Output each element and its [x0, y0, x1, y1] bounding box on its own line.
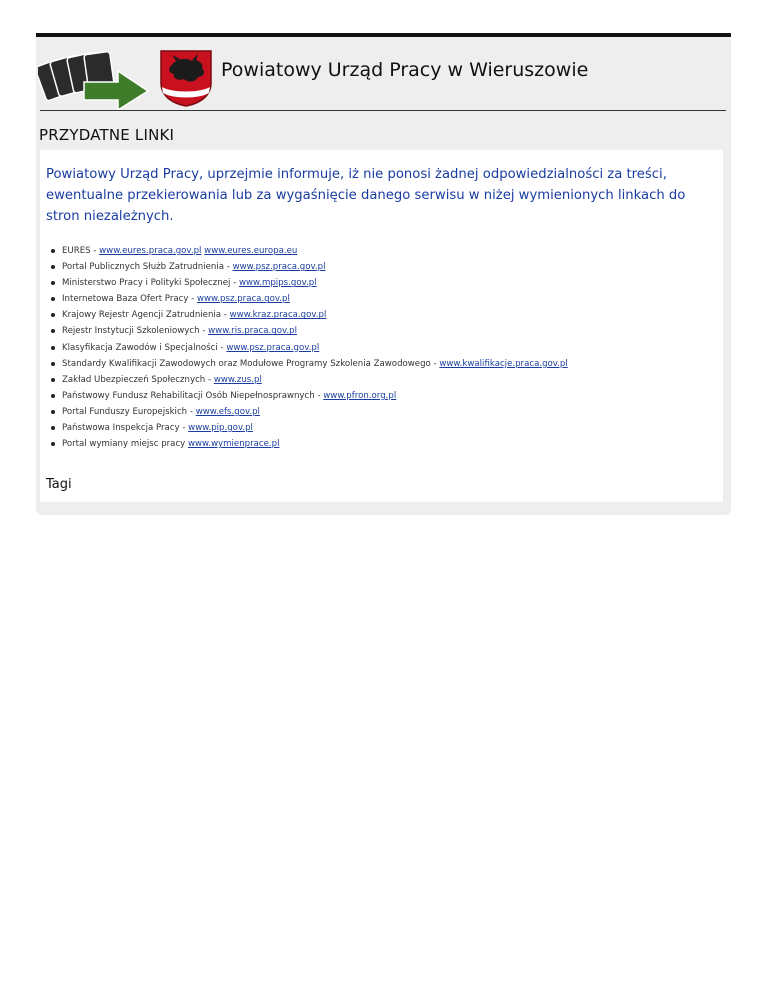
list-item — [62, 243, 717, 259]
external-link[interactable]: www.kwalifikacje.praca.gov.pl — [439, 358, 568, 369]
section-title: PRZYDATNE LINKI — [39, 126, 175, 144]
content-panel — [40, 150, 723, 502]
external-link[interactable]: www.eures.praca.gov.pl — [99, 246, 202, 256]
link-label: Standardy Kwalifikacji Zawodowych oraz Modułowe Programy Szkolenia Zawodowego - — [62, 358, 440, 369]
link-label: Ministerstwo Pracy i Polityki Społecznej - — [62, 278, 239, 289]
link-label: Portal Funduszy Europejskich - — [62, 406, 196, 417]
external-link[interactable]: www.pip.gov.pl — [188, 423, 253, 434]
external-link[interactable]: www.psz.praca.gov.pl — [197, 294, 290, 305]
link-label: Państwowa Inspekcja Pracy - — [62, 423, 189, 434]
list-item — [62, 259, 717, 275]
site-header — [36, 37, 731, 109]
link-label: Krajowy Rejestr Agencji Zatrudnienia - — [62, 310, 230, 321]
list-item — [62, 307, 717, 323]
external-link[interactable]: www.wymienprace.pl — [188, 439, 280, 450]
link-label: Państwowy Fundusz Rehabilitacji Osób Niepełnosprawnych - — [62, 390, 324, 401]
link-label: Portal Publicznych Służb Zatrudnienia - — [62, 262, 233, 273]
list-item — [62, 372, 717, 388]
list-item — [62, 388, 717, 404]
coat-of-arms-icon[interactable] — [158, 49, 214, 107]
link-label: Klasyfikacja Zawodów i Specjalności - — [62, 342, 227, 353]
disclaimer-text: Powiatowy Urząd Pracy, uprzejmie informuje, iż nie ponosi żadnej odpowiedzialności za treści, ewentualne przekierowania lub za wygaśnięcie danego serwisu w niżej wymienionych linkach do stron niezależnych. — [46, 167, 686, 224]
external-link[interactable]: www.efs.gov.pl — [195, 406, 260, 417]
external-link[interactable]: www.ris.praca.gov.pl — [208, 326, 297, 337]
list-item — [62, 323, 717, 339]
external-link[interactable]: www.pfron.org.pl — [323, 390, 397, 401]
external-link[interactable]: www.eures.europa.eu — [204, 246, 298, 256]
links-list — [46, 243, 717, 452]
list-item — [62, 291, 717, 307]
list-item — [62, 356, 717, 372]
external-link[interactable]: www.psz.praca.gov.pl — [232, 262, 326, 273]
list-item — [62, 436, 717, 452]
external-link[interactable]: www.mpips.gov.pl — [238, 278, 317, 289]
header-divider — [40, 110, 726, 111]
tags-heading: Tagi — [46, 477, 72, 492]
external-link[interactable]: www.psz.praca.gov.pl — [226, 342, 320, 353]
link-label: Portal wymiany miejsc pracy — [62, 439, 188, 450]
list-item — [62, 420, 717, 436]
link-label: Zakład Ubezpieczeń Społecznych - — [62, 374, 214, 385]
site-title[interactable]: Powiatowy Urząd Pracy w Wieruszowie — [221, 59, 589, 81]
list-item — [62, 340, 717, 356]
list-item — [62, 404, 717, 420]
external-link[interactable]: www.zus.pl — [213, 374, 262, 385]
list-item — [62, 275, 717, 291]
page-container — [36, 33, 731, 515]
link-label: EURES - — [62, 246, 100, 256]
link-label: Internetowa Baza Ofert Pracy - — [62, 294, 197, 305]
external-link[interactable]: www.kraz.praca.gov.pl — [229, 310, 327, 321]
link-label: Rejestr Instytucji Szkoleniowych - — [62, 326, 209, 337]
cards-arrow-logo-icon[interactable] — [38, 48, 150, 110]
